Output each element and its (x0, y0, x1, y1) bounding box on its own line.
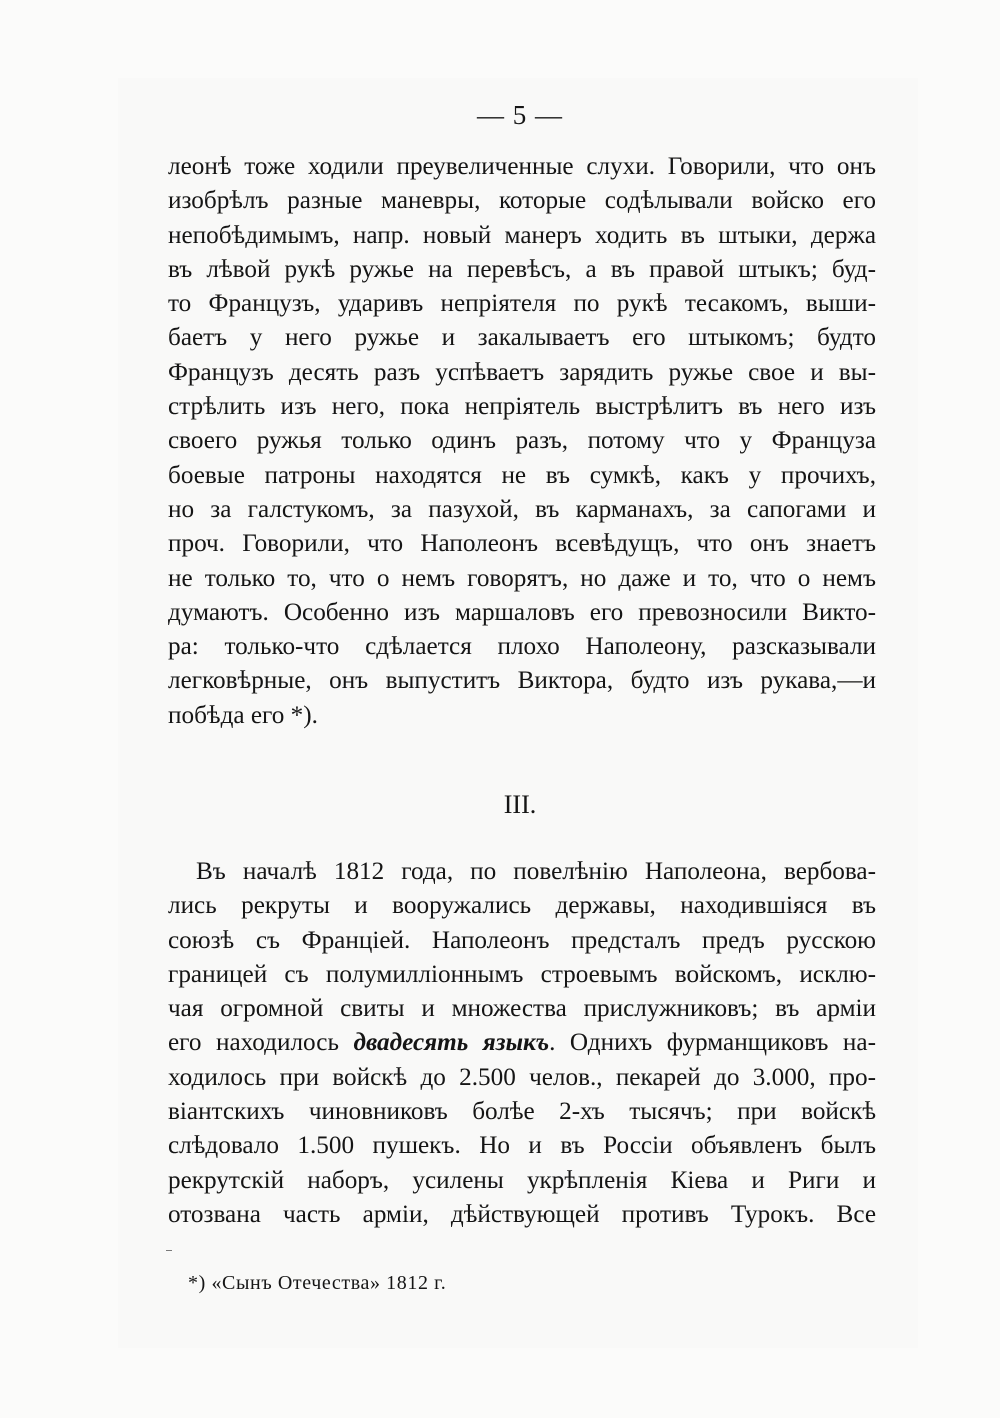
text-line: проч. Говорили, что Наполеонъ всевѣдущъ, что онъ знаетъ (168, 530, 876, 558)
text-run: его находилось (168, 1029, 354, 1057)
text-line: легковѣрные, онъ выпуститъ Виктора, будто изъ рукава,—и (168, 667, 876, 695)
footnote-divider (166, 1250, 172, 1251)
text-line: не только то, что о немъ говорятъ, но даже и то, что о немъ (168, 564, 876, 592)
page-number: — 5 — (477, 100, 563, 130)
text-line: союзѣ съ Франціей. Наполеонъ предсталъ предъ русскою (168, 926, 876, 954)
text-line: непобѣдимымъ, напр. новый манеръ ходить въ штыки, держа (168, 221, 876, 249)
text-line: віантскихъ чиновниковъ болѣе 2-хъ тысячъ; при войскѣ (168, 1098, 876, 1126)
text-line: ра: только-что сдѣлается плохо Наполеону, разсказывали (168, 633, 876, 661)
text-line: чая огромной свиты и множества прислужниковъ; въ арміи (168, 995, 876, 1023)
text-line: побѣда его *). (168, 701, 318, 729)
text-run: . Однихъ фурманщиковъ на- (549, 1029, 876, 1057)
text-line-with-emphasis (168, 1026, 876, 1060)
emphasized-phrase: двадесять языкъ (353, 1029, 550, 1057)
text-line: леонѣ тоже ходили преувеличенные слухи. Говорили, что онъ (168, 153, 876, 180)
text-line: боевые патроны находятся не въ сумкѣ, какъ у прочихъ, (168, 461, 876, 489)
text-line: своего ружья только одинъ разъ, потому что у Француза (168, 427, 876, 455)
text-line: слѣдовало 1.500 пушекъ. Но и въ Россіи объявленъ былъ (168, 1132, 876, 1160)
text-line: границей съ полумилліоннымъ строевымъ войскомъ, исклю- (168, 960, 876, 988)
text-line: отозвана часть арміи, дѣйствующей противъ Турокъ. Все (168, 1200, 876, 1228)
text-line: Французъ десять разъ успѣваетъ зарядить ружье свое и вы- (168, 358, 876, 386)
text-line: то Французъ, ударивъ непріятеля по рукѣ тесакомъ, выши- (168, 290, 876, 318)
text-line: но за галстукомъ, за пазухой, въ карманахъ, за сапогами и (168, 495, 876, 523)
text-line: изобрѣлъ разные маневры, которые содѣлывали войско его (168, 187, 876, 215)
text-line: Въ началѣ 1812 года, по повелѣнію Наполеона, вербова- (196, 858, 876, 885)
paragraph-section-three (168, 855, 876, 1232)
paragraph-continuation (168, 150, 876, 733)
text-line: рекрутскій наборъ, усилены укрѣпленія Кіева и Риги и (168, 1166, 876, 1194)
text-line: думаютъ. Особенно изъ маршаловъ его превозносили Викто- (168, 598, 876, 626)
footnote: *) «Сынъ Отечества» 1812 г. (188, 1272, 447, 1294)
text-line: стрѣлить изъ него, пока непріятель выстрѣлитъ въ него изъ (168, 393, 876, 421)
section-heading: III. (503, 790, 537, 819)
text-line: баетъ у него ружье и закалываетъ его штыкомъ; будто (168, 324, 876, 352)
text-line: лись рекруты и вооружались державы, находившіяся въ (168, 892, 876, 920)
text-line: въ лѣвой рукѣ ружье на перевѣсъ, а въ правой штыкъ; буд- (168, 255, 876, 283)
text-line: ходилось при войскѣ до 2.500 челов., пекарей до 3.000, про- (168, 1063, 876, 1091)
